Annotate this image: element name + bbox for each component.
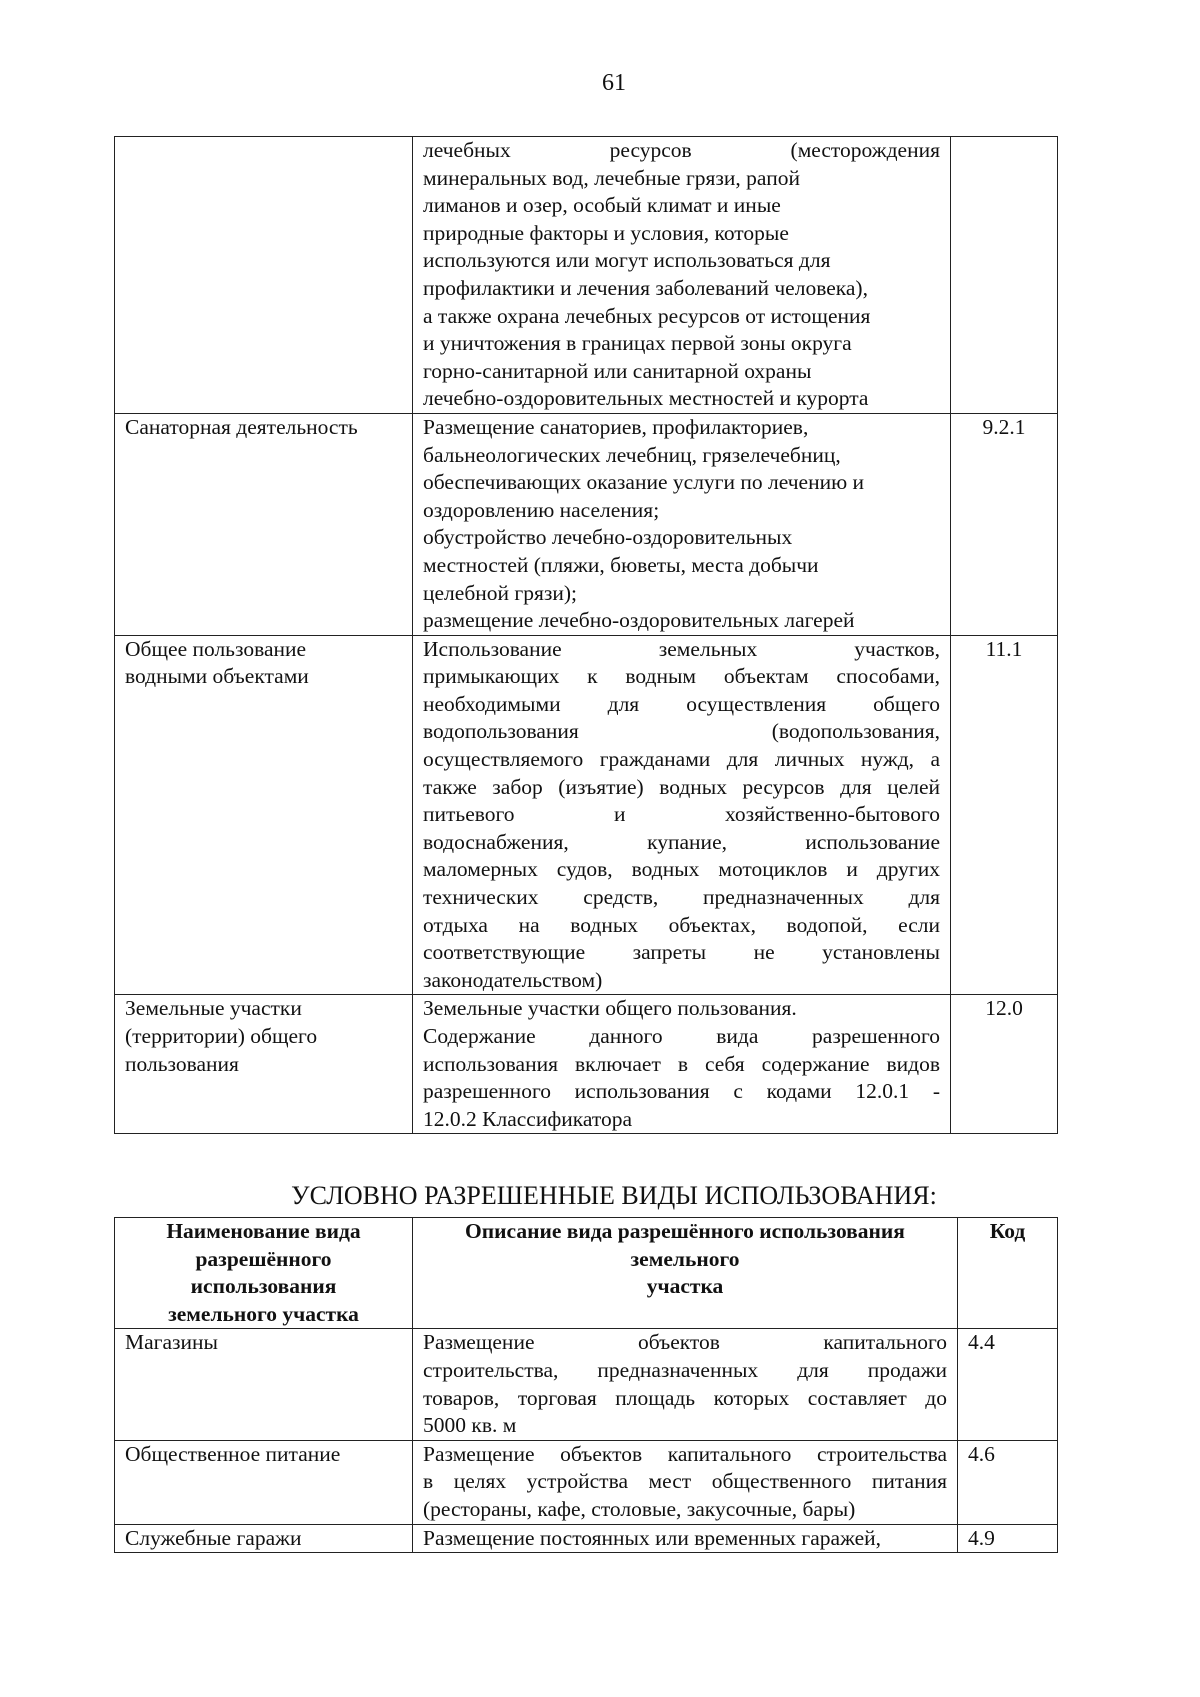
description-line: Земельные участки общего пользования. (423, 996, 797, 1021)
table-body (115, 137, 1058, 1134)
use-code-cell: 4.4 (958, 1329, 1058, 1440)
table-row (115, 995, 1058, 1134)
description-line: а также охрана лечебных ресурсов от истощения (423, 303, 871, 328)
description-line: целебной грязи); (423, 580, 577, 605)
description-line: Размещение объектов капитального (423, 1330, 947, 1355)
description-line: товаров, торговая площадь которых составляет до (423, 1385, 947, 1410)
use-description-cell (413, 137, 951, 414)
use-code-cell: 11.1 (951, 635, 1058, 995)
page-number: 61 (602, 70, 626, 96)
description-line: Размещение санаториев, профилакториев, (423, 414, 809, 439)
description-line: питьевого и хозяйственно-бытового (423, 802, 940, 827)
description-line: профилактики и лечения заболеваний человека), (423, 275, 868, 300)
header-line: использования (190, 1274, 337, 1299)
name-line: Служебные гаражи (125, 1525, 302, 1550)
description-line: природные факторы и условия, которые (423, 220, 789, 245)
table-row (115, 1329, 1058, 1440)
description-line: водопользования (водопользования, (423, 719, 940, 744)
description-line: лечебно-оздоровительных местностей и курорта (423, 386, 869, 411)
description-line: лиманов и озер, особый климат и иные (423, 193, 781, 218)
description-line: технических средств, предназначенных для (423, 885, 940, 910)
name-line: Общественное питание (125, 1441, 341, 1466)
use-code-cell: 12.0 (951, 995, 1058, 1134)
header-line: разрешённого (195, 1246, 332, 1271)
description-line: используются или могут использоваться для (423, 248, 831, 273)
table-row (115, 635, 1058, 995)
description-line: в целях устройства мест общественного питания (423, 1469, 947, 1494)
name-line: Санаторная деятельность (125, 414, 358, 439)
permitted-uses-table (114, 136, 1058, 1134)
description-line: маломерных судов, водных мотоциклов и других (423, 857, 940, 882)
use-name-cell (115, 1524, 413, 1553)
description-line: отдыха на водных объектах, водопой, если (423, 912, 940, 937)
use-name-cell (115, 635, 413, 995)
description-line: Размещение объектов капитального строительства (423, 1441, 947, 1466)
description-line: осуществляемого гражданами для личных нужд, а (423, 747, 940, 772)
table-row (115, 1440, 1058, 1524)
description-line: местностей (пляжи, бюветы, места добычи (423, 552, 819, 577)
description-line: использования включает в себя содержание видов (423, 1051, 940, 1076)
use-code-cell: 9.2.1 (951, 413, 1058, 635)
name-line: Общее пользование (125, 636, 307, 661)
header-line: Описание вида разрешённого использования (465, 1219, 905, 1243)
table-row (115, 137, 1058, 414)
use-description-cell (413, 635, 951, 995)
name-line: пользования (125, 1051, 239, 1076)
use-name-cell (115, 413, 413, 635)
use-code-cell: 4.6 (958, 1440, 1058, 1524)
description-line: размещение лечебно-оздоровительных лагерей (423, 608, 855, 633)
use-name-cell (115, 137, 413, 414)
description-column-header (413, 1218, 958, 1329)
table-header (115, 1218, 1058, 1329)
description-line: законодательством) (423, 967, 603, 992)
description-line: водоснабжения, купание, использование (423, 829, 940, 854)
section-heading: УСЛОВНО РАЗРЕШЕННЫЕ ВИДЫ ИСПОЛЬЗОВАНИЯ: (291, 1181, 937, 1210)
use-code-cell: 4.9 (958, 1524, 1058, 1553)
code-column-header (958, 1218, 1058, 1329)
description-line: Использование земельных участков, (423, 636, 940, 661)
name-line: Магазины (125, 1330, 218, 1355)
use-description-cell (413, 413, 951, 635)
name-line: Земельные участки (125, 996, 302, 1021)
description-line: (рестораны, кафе, столовые, закусочные, бары) (423, 1496, 856, 1521)
description-line: строительства, предназначенных для продажи (423, 1357, 947, 1382)
description-line: также забор (изъятие) водных ресурсов для целей (423, 774, 940, 799)
description-line: лечебных ресурсов (месторождения (423, 138, 940, 162)
description-line: 5000 кв. м (423, 1413, 517, 1438)
description-line: бальнеологических лечебниц, грязелечебниц, (423, 442, 841, 467)
use-name-cell (115, 995, 413, 1134)
table-row (115, 413, 1058, 635)
description-line: примыкающих к водным объектам способами, (423, 664, 940, 689)
description-line: горно-санитарной или санитарной охраны (423, 358, 812, 383)
use-description-cell (413, 1524, 958, 1553)
name-line: водными объектами (125, 664, 309, 689)
name-column-header (115, 1218, 413, 1329)
conditional-uses-table (114, 1217, 1058, 1553)
description-line: необходимыми для осуществления общего (423, 691, 940, 716)
use-description-cell (413, 1440, 958, 1524)
use-description-cell (413, 995, 951, 1134)
description-line: и уничтожения в границах первой зоны округа (423, 331, 852, 356)
header-line: участка (646, 1274, 724, 1299)
description-line: соответствующие запреты не установлены (423, 940, 940, 965)
header-line: земельного участка (168, 1301, 359, 1326)
table-row (115, 1524, 1058, 1553)
header-line: земельного (630, 1246, 740, 1271)
use-description-cell (413, 1329, 958, 1440)
use-code-cell (951, 137, 1058, 414)
description-line: оздоровлению населения; (423, 497, 660, 522)
description-line: разрешенного использования с кодами 12.0.1 - (423, 1079, 940, 1104)
header-row (115, 1218, 1058, 1329)
use-name-cell (115, 1440, 413, 1524)
description-line: Содержание данного вида разрешенного (423, 1024, 940, 1048)
header-line: Код (989, 1219, 1026, 1243)
description-line: обустройство лечебно-оздоровительных (423, 525, 793, 550)
header-line: Наименование вида (166, 1219, 361, 1243)
description-line: обеспечивающих оказание услуги по лечению и (423, 470, 865, 495)
description-line: 12.0.2 Классификатора (423, 1106, 633, 1131)
description-line: минеральных вод, лечебные грязи, рапой (423, 165, 800, 190)
table-body (115, 1329, 1058, 1553)
description-line: Размещение постоянных или временных гаражей, (423, 1525, 882, 1550)
name-line: (территории) общего (125, 1024, 318, 1048)
use-name-cell (115, 1329, 413, 1440)
